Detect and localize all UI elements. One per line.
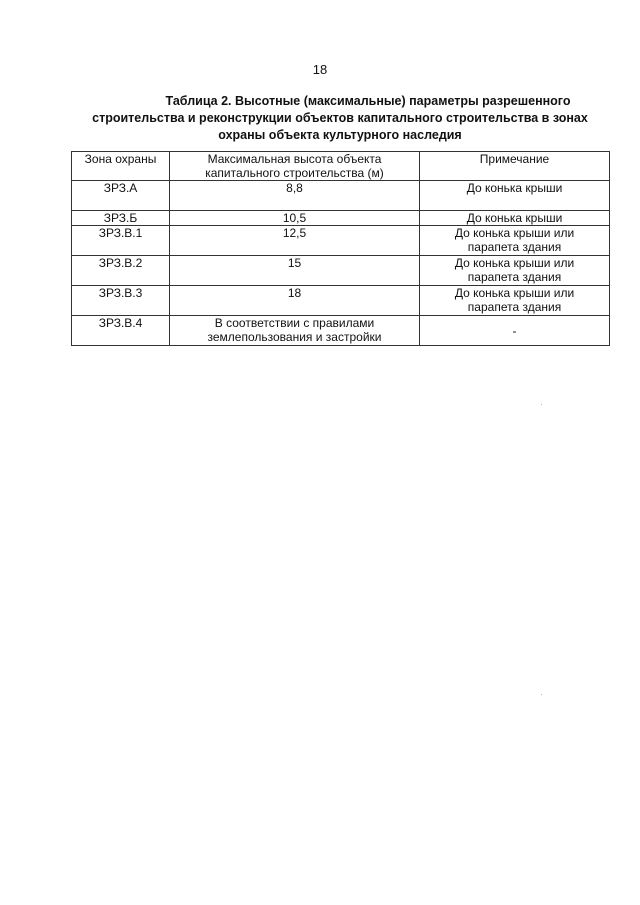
zone-cell: ЗРЗ.А xyxy=(72,181,170,211)
table-row xyxy=(72,256,610,286)
header-note xyxy=(420,152,610,181)
note-cell xyxy=(420,211,610,226)
table-row xyxy=(72,181,610,211)
note-cell xyxy=(420,181,610,211)
note-cell xyxy=(420,286,610,316)
page-number: 18 xyxy=(312,62,328,77)
note-line: парапета здания xyxy=(467,240,562,254)
table-row xyxy=(72,211,610,226)
zone-cell: ЗРЗ.Б xyxy=(72,211,170,226)
scan-speck xyxy=(541,694,542,695)
table-row xyxy=(72,226,610,256)
scan-speck xyxy=(541,404,542,405)
height-cell: 12,5 xyxy=(170,226,420,256)
header-zone-text: Зона охраны xyxy=(84,152,157,166)
height-line: землепользования и застройки xyxy=(207,330,382,344)
note-cell xyxy=(420,256,610,286)
note-line: До конька крыши xyxy=(466,211,563,225)
table-row xyxy=(72,316,610,346)
note-cell xyxy=(420,226,610,256)
table-header-row xyxy=(72,152,610,181)
note-line: До конька крыши или xyxy=(454,226,575,240)
header-height-line: капитального строительства (м) xyxy=(205,166,384,180)
zone-cell: ЗРЗ.В.3 xyxy=(72,286,170,316)
note-line: парапета здания xyxy=(467,270,562,284)
height-parameters-table xyxy=(71,151,610,346)
height-cell: 8,8 xyxy=(170,181,420,211)
note-line: парапета здания xyxy=(467,300,562,314)
caption-line: Таблица 2. Высотные (максимальные) параметры разрешенного xyxy=(165,94,571,108)
header-height xyxy=(170,152,420,181)
zone-cell: ЗРЗ.В.2 xyxy=(72,256,170,286)
note-line: До конька крыши или xyxy=(454,256,575,270)
header-note-text: Примечание xyxy=(479,152,550,166)
height-cell: 15 xyxy=(170,256,420,286)
caption-line: охраны объекта культурного наследия xyxy=(218,128,462,142)
header-zone xyxy=(72,152,170,181)
height-cell: 10,5 xyxy=(170,211,420,226)
zone-cell: ЗРЗ.В.4 xyxy=(72,316,170,346)
height-line: В соответствии с правилами xyxy=(214,316,375,330)
header-height-line: Максимальная высота объекта xyxy=(207,152,382,166)
note-cell xyxy=(420,316,610,346)
note-line: До конька крыши или xyxy=(454,286,575,300)
note-line: - xyxy=(512,323,517,338)
table-caption xyxy=(70,93,610,144)
caption-line: строительства и реконструкции объектов капитального строительства в зонах xyxy=(92,111,588,125)
zone-cell: ЗРЗ.В.1 xyxy=(72,226,170,256)
note-line: До конька крыши xyxy=(466,181,563,195)
height-cell: 18 xyxy=(170,286,420,316)
table-row xyxy=(72,286,610,316)
height-cell xyxy=(170,316,420,346)
